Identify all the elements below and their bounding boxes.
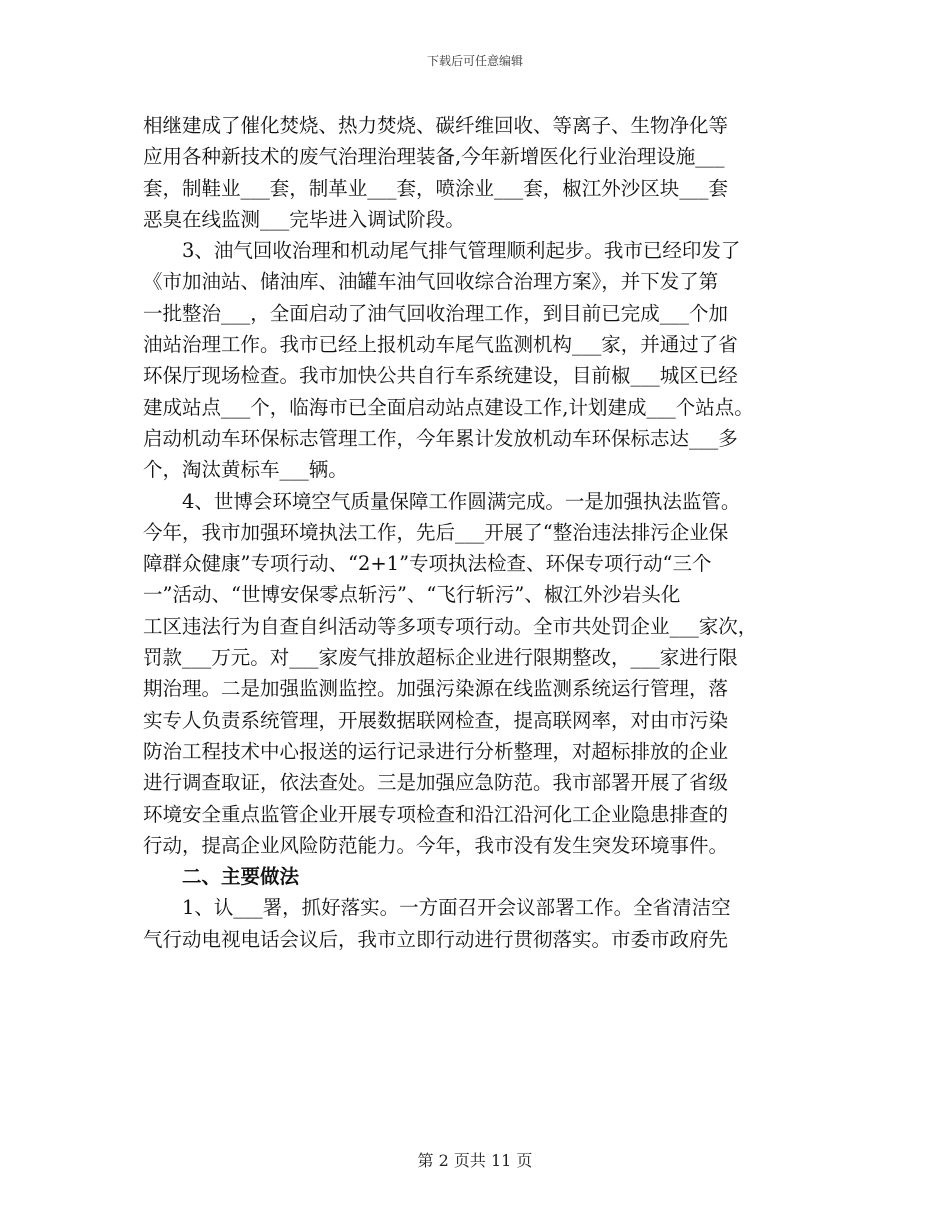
paragraph-start-line: 1、认___署，抓好落实。一方面召开会议部署工作。全省清洁空 — [182, 896, 731, 920]
paragraph-start-line: 4、世博会环境空气质量保障工作圆满完成。一是加强执法监管。 — [182, 489, 741, 513]
page-footer: 第 2 页共 11 页 — [417, 1151, 533, 1170]
body-line: 油站治理工作。我市已经上报机动车尾气监测机构___家，并通过了省 — [143, 333, 738, 357]
body-line: 罚款___万元。对___家废气排放超标企业进行限期整改，___家进行限 — [143, 646, 738, 670]
body-line: 相继建成了催化焚烧、热力焚烧、碳纤维回收、等离子、生物净化等 — [143, 114, 729, 137]
body-line: 今年，我市加强环境执法工作，先后___开展了“整治违法排污企业保 — [143, 520, 729, 544]
body-line: 进行调查取证，依法查处。三是加强应急防范。我市部署开展了省级 — [143, 771, 729, 795]
document-body — [143, 110, 808, 955]
body-line: 一批整治___，全面启动了油气回收治理工作，到目前已完成___个加 — [143, 301, 729, 325]
body-line: 《市加油站、储油库、油罐车油气回收综合治理方案》，并下发了第 — [143, 270, 719, 294]
body-line: 启动机动车环保标志管理工作，今年累计发放机动车环保标志达___多 — [143, 426, 738, 450]
body-line: 气行动电视电话会议后，我市立即行动进行贯彻落实。市委市政府先 — [143, 927, 729, 951]
body-line: 恶臭在线监测___完毕进入调试阶段。 — [143, 207, 465, 231]
body-line: 工区违法行为自查自纠活动等多项专项行动。全市共处罚企业___家次， — [143, 614, 758, 638]
section-heading: 二、主要做法 — [182, 865, 300, 889]
page-header: 下载后可任意编辑 — [426, 54, 523, 68]
body-line: 个，淘汰黄标车___辆。 — [143, 458, 348, 482]
paragraph-start-line: 3、油气回收治理和机动尾气排气管理顺利起步。我市已经印发了 — [182, 239, 741, 263]
body-line: 套，制鞋业___套，制革业___套，喷涂业___套，椒江外沙区块___套 — [143, 176, 729, 200]
body-line: 环保厅现场检查。我市加快公共自行车系统建设，目前椒___城区已经 — [143, 364, 738, 388]
body-line: 环境安全重点监管企业开展专项检查和沿江沿河化工企业隐患排查的 — [143, 802, 729, 826]
body-line: 建成站点___个，临海市已全面启动站点建设工作,计划建成___个站点。 — [143, 395, 754, 419]
body-line: 期治理。二是加强监测监控。加强污染源在线监测系统运行管理，落 — [143, 677, 729, 701]
body-line: 一”活动、“世博安保零点斩污”、“飞行斩污”、椒江外沙岩头化 — [143, 583, 681, 607]
body-line: 行动，提高企业风险防范能力。今年，我市没有发生突发环境事件。 — [143, 833, 729, 857]
body-line: 防治工程技术中心报送的运行记录进行分析整理，对超标排放的企业 — [143, 739, 729, 763]
body-line: 实专人负责系统管理，开展数据联网检查，提高联网率，对由市污染 — [143, 708, 729, 732]
body-line: 障群众健康”专项行动、“2+1”专项执法检查、环保专项行动“三个 — [143, 552, 712, 576]
body-line: 应用各种新技术的废气治理治理装备,今年新增医化行业治理设施___ — [143, 145, 725, 169]
